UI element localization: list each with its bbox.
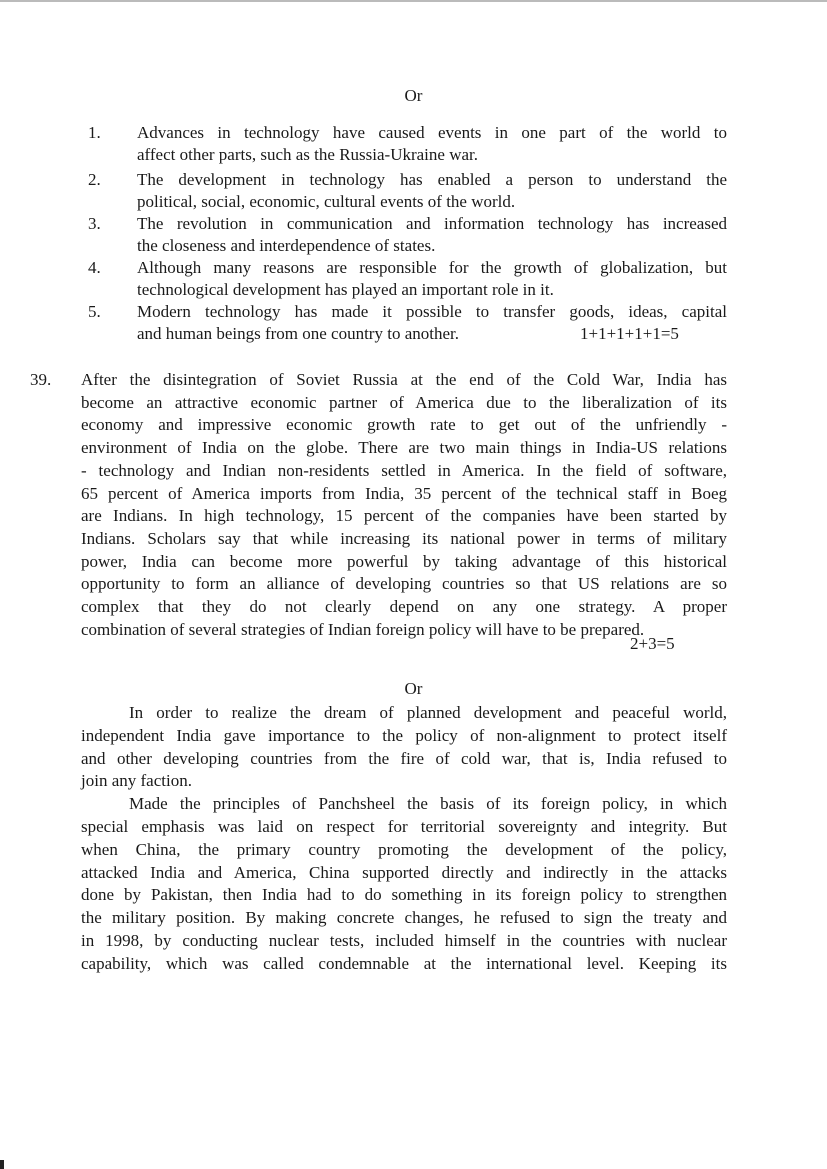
paragraph-line: - technology and Indian non-residents settled in America. In the field of software, — [81, 460, 727, 480]
paragraph-line: done by Pakistan, then India had to do something in its foreign policy to strengthen — [81, 885, 727, 905]
paragraph-line: Indians. Scholars say that while increasing its national power in terms of military — [81, 528, 727, 548]
paragraph-line: environment of India on the globe. There are two main things in India-US relations — [81, 438, 727, 458]
scan-mark — [0, 1160, 4, 1169]
list-number: 2. — [88, 170, 101, 189]
paragraph-line: Made the principles of Panchsheel the basis of its foreign policy, in which — [129, 794, 727, 814]
list-number: 1. — [88, 123, 101, 142]
paragraph-line: After the disintegration of Soviet Russia at the end of the Cold War, India has — [81, 370, 727, 389]
marks-allocation: 1+1+1+1+1=5 — [580, 324, 679, 343]
paragraph-line: 65 percent of America imports from India, 35 percent of the technical staff in Boeg — [81, 483, 727, 503]
paragraph-line: are Indians. In high technology, 15 percent of the companies have been started by — [81, 506, 727, 526]
paragraph-line: complex that they do not clearly depend on any one strategy. A proper — [81, 597, 727, 616]
list-item-line: The development in technology has enabled a person to understand the — [137, 170, 727, 189]
paragraph-line: special emphasis was laid on respect for territorial sovereignty and integrity. But — [81, 817, 727, 836]
list-number: 4. — [88, 258, 101, 277]
paragraph-line: combination of several strategies of Indian foreign policy will have to be prepared. — [81, 619, 645, 639]
paragraph-line: independent India gave importance to the policy of non-alignment to protect itself — [81, 725, 727, 745]
or-divider: Or — [404, 86, 423, 105]
paragraph-line: join any faction. — [81, 771, 192, 791]
list-item-line: Modern technology has made it possible to transfer goods, ideas, capital — [137, 302, 727, 321]
paragraph-line: become an attractive economic partner of America due to the liberalization of its — [81, 392, 727, 412]
list-item-line: political, social, economic, cultural events of the world. — [137, 192, 516, 211]
or-divider: Or — [404, 679, 423, 698]
paragraph-line: attacked India and America, China supported directly and indirectly in the attacks — [81, 862, 727, 882]
paragraph-line: when China, the primary country promoting the development of the policy, — [81, 839, 727, 859]
paragraph-line: economy and impressive economic growth rate to get out of the unfriendly - — [81, 415, 727, 435]
question-number: 39. — [30, 370, 52, 389]
list-item-line: and human beings from one country to another. — [137, 324, 459, 343]
list-number: 5. — [88, 302, 101, 321]
list-item-line: Advances in technology have caused events in one part of the world to — [137, 123, 727, 142]
list-item-line: Although many reasons are responsible for the growth of globalization, but — [137, 258, 727, 277]
paragraph-line: power, India can become more powerful by taking advantage of this historical — [81, 551, 727, 571]
list-number: 3. — [88, 214, 101, 233]
page-top-edge — [0, 0, 827, 2]
paragraph-line: capability, which was called condemnable at the international level. Keeping its — [81, 953, 727, 973]
list-item-line: technological development has played an important role in it. — [137, 280, 554, 299]
list-item-line: The revolution in communication and information technology has increased — [137, 214, 727, 233]
list-item-line: affect other parts, such as the Russia-Ukraine war. — [137, 145, 478, 164]
paragraph-line: in 1998, by conducting nuclear tests, included himself in the countries with nuclear — [81, 931, 727, 950]
list-item-line: the closeness and interdependence of states. — [137, 236, 436, 255]
marks-allocation: 2+3=5 — [630, 634, 675, 653]
paragraph-line: and other developing countries from the fire of cold war, that is, India refused to — [81, 748, 727, 768]
paragraph-line: In order to realize the dream of planned development and peaceful world, — [129, 703, 727, 722]
paragraph-line: the military position. By making concrete changes, he refused to sign the treaty and — [81, 908, 727, 928]
paragraph-line: opportunity to form an alliance of developing countries so that US relations are so — [81, 574, 727, 594]
